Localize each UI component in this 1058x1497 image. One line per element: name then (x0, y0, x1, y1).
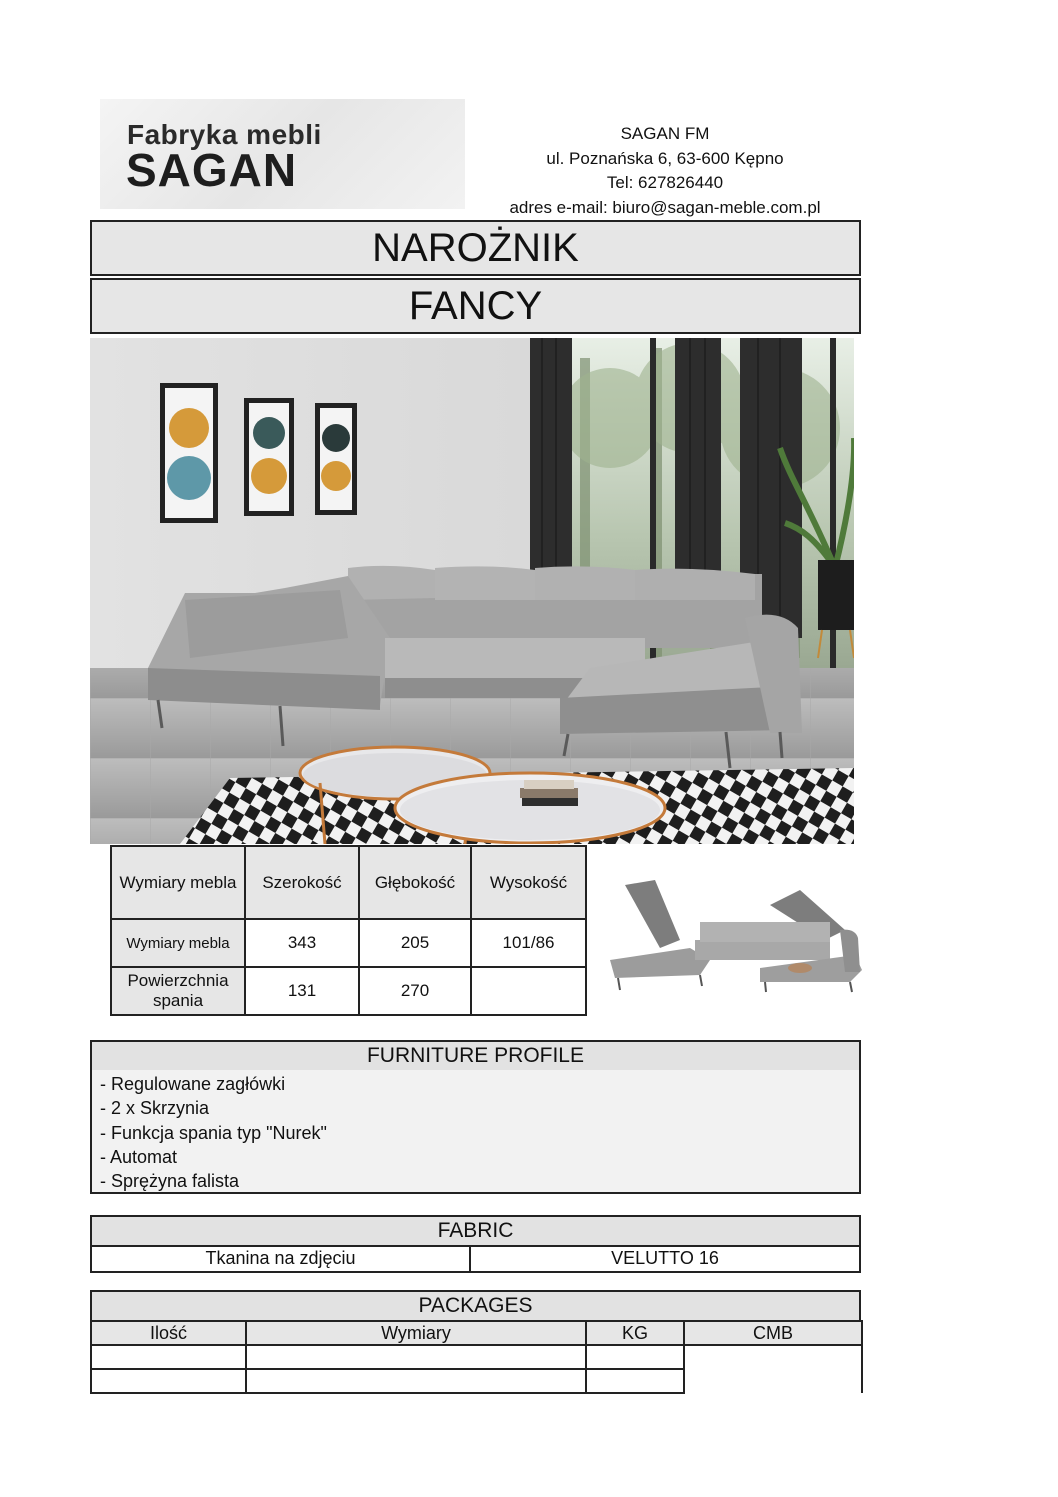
packages-col-header: CMB (684, 1321, 862, 1345)
product-model-title: FANCY (90, 278, 861, 334)
table-row (111, 967, 586, 1015)
sofa-storage-photo (600, 860, 875, 1000)
list-item: - Sprężyna falista (100, 1171, 240, 1192)
profile-heading: FURNITURE PROFILE (90, 1040, 861, 1072)
dim-cell: 343 (245, 919, 359, 967)
dim-cell: 101/86 (471, 919, 586, 967)
company-phone: Tel: 627826440 (606, 173, 724, 192)
dim-cell: 131 (245, 967, 359, 1015)
fabric-value: VELUTTO 16 (611, 1247, 719, 1268)
product-category-title: NAROŻNIK (90, 220, 861, 276)
dim-header-cell: Wysokość (471, 846, 586, 919)
dim-header-cell: Szerokość (245, 846, 359, 919)
logo-line-2: SAGAN (126, 144, 298, 196)
company-email: adres e-mail: biuro@sagan-meble.com.pl (509, 197, 821, 217)
dim-row-label: Powierzchnia spania (111, 967, 245, 1015)
packages-cell (246, 1369, 586, 1393)
list-item: - Funkcja spania typ "Nurek" (100, 1122, 327, 1143)
dimensions-table (110, 845, 587, 1016)
list-item: - 2 x Skrzynia (100, 1098, 210, 1119)
table-row (91, 1321, 862, 1345)
packages-col-header: Wymiary (246, 1321, 586, 1345)
list-item: - Automat (100, 1146, 178, 1167)
logo-line-1: Fabryka mebli (127, 119, 322, 150)
table-row (111, 919, 586, 967)
packages-cell (586, 1345, 684, 1369)
packages-col-header: Ilość (91, 1321, 246, 1345)
dim-cell (471, 967, 586, 1015)
fabric-row (90, 1245, 861, 1273)
dim-header-cell: Głębokość (359, 846, 471, 919)
packages-table (90, 1320, 863, 1394)
company-address: ul. Poznańska 6, 63-600 Kępno (546, 148, 784, 168)
packages-cell (586, 1369, 684, 1393)
packages-col-header: KG (586, 1321, 684, 1345)
packages-cell (91, 1369, 246, 1393)
table-row (91, 1345, 862, 1369)
dim-header-cell: Wymiary mebla (111, 846, 245, 919)
company-logo (100, 99, 465, 209)
packages-cell (91, 1345, 246, 1369)
table-row (111, 846, 586, 919)
packages-cell (684, 1345, 862, 1393)
sofa-storage-illustration (600, 860, 875, 1000)
packages-heading: PACKAGES (90, 1290, 861, 1322)
company-info (470, 122, 860, 220)
dim-row-label: Wymiary mebla (111, 919, 245, 967)
profile-list (90, 1070, 861, 1194)
dim-cell: 270 (359, 967, 471, 1015)
company-name: SAGAN FM (620, 124, 710, 143)
fabric-label: Tkanina na zdjęciu (92, 1245, 471, 1271)
dim-cell: 205 (359, 919, 471, 967)
product-photo (90, 338, 854, 844)
living-room-photo-illustration (90, 338, 854, 844)
packages-cell (246, 1345, 586, 1369)
list-item: - Regulowane zagłówki (100, 1074, 286, 1094)
fabric-heading: FABRIC (90, 1215, 861, 1247)
